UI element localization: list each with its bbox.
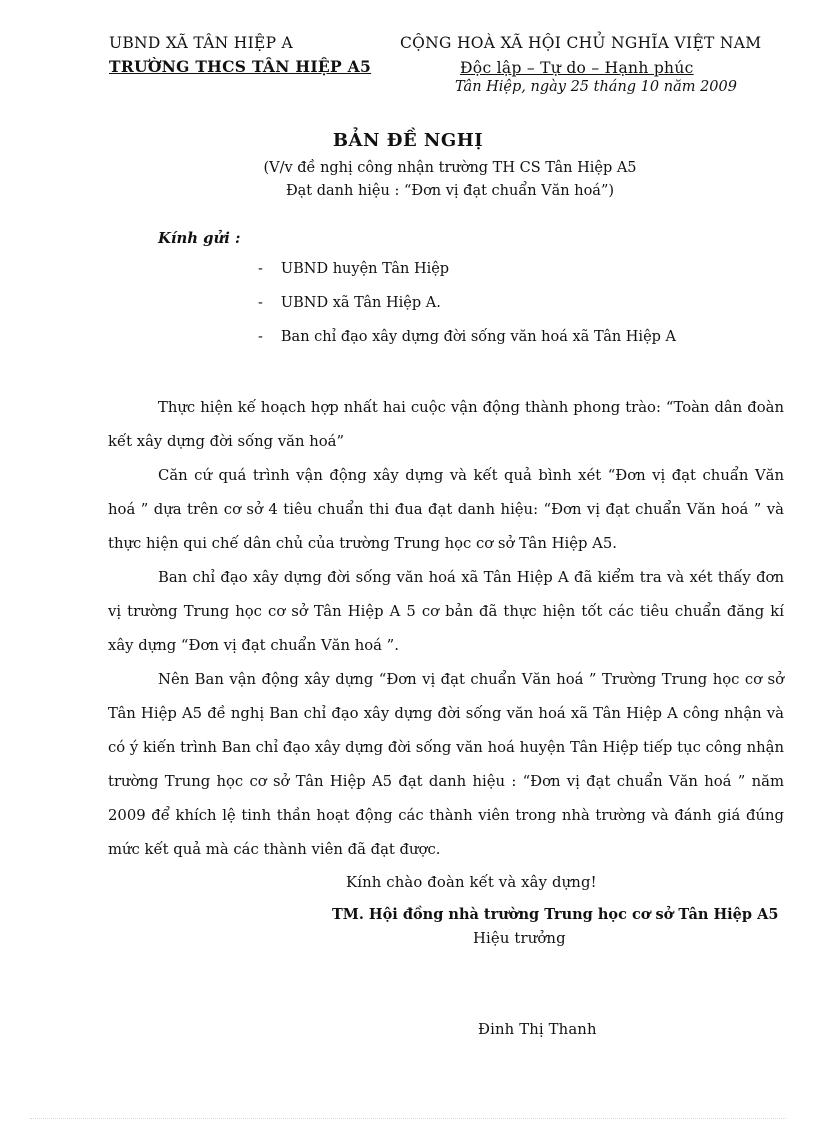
recipient-item [258,329,676,345]
signature-position: Hiệu trưởng [473,930,566,947]
body-paragraph: Nên Ban vận động xây dựng “Đơn vị đạt chuẩn Văn hoá ” Trường Trung học cơ sở Tân Hiệp A5 đề nghị Ban chỉ đạo xây dựng đời sống văn hoá xã Tân Hiệp A công nhận và có ý kiến trình Ban chỉ đạo xây dựng đời sống văn hoá huyện Tân Hiệp tiếp tục công nhận trường Trung học cơ sở Tân Hiệp A5 đạt danh hiệu : “Đơn vị đạt chuẩn Văn hoá ” năm 2009 để khích lệ tinh thần hoạt động các thành viên trong nhà trường và đánh giá đúng mức kết quả mà các thành viên đã đạt được. [108,671,784,858]
subtitle-line-2: Đạt danh hiệu : “Đơn vị đạt chuẩn Văn hoá”) [285,183,615,199]
national-title: CỘNG HOÀ XÃ HỘI CHỦ NGHĨA VIỆT NAM [400,34,762,52]
subtitle-line-1: (V/v đề nghị công nhận trường TH CS Tân Hiệp A5 [263,160,637,176]
recipient-item [258,295,441,311]
signature-organization: TM. Hội đồng nhà trường Trung học cơ sở Tân Hiệp A5 [332,906,779,923]
recipient-bullet: - [258,329,263,345]
recipients-label: Kính gửi : [158,230,241,247]
recipient-item [258,261,449,277]
national-motto: Độc lập – Tự do – Hạnh phúc [460,59,694,77]
page-edge-divider [30,1118,786,1119]
recipient-bullet: - [258,261,263,277]
issuer-school: TRƯỜNG THCS TÂN HIỆP A5 [109,57,372,76]
recipient-text: UBND huyện Tân Hiệp [280,261,450,277]
date-line: Tân Hiệp, ngày 25 tháng 10 năm 2009 [455,79,737,95]
recipient-text: UBND xã Tân Hiệp A. [280,295,441,311]
signatory-name: Đinh Thị Thanh [478,1021,597,1038]
closing-line: Kính chào đoàn kết và xây dựng! [346,874,597,891]
document-title: BẢN ĐỀ NGHỊ [332,130,484,151]
body-text [108,391,784,867]
body-paragraph: Ban chỉ đạo xây dựng đời sống văn hoá xã Tân Hiệp A đã kiểm tra và xét thấy đơn vị trường Trung học cơ sở Tân Hiệp A 5 cơ bản đã thực hiện tốt các tiêu chuẩn đăng kí xây dựng “Đơn vị đạt chuẩn Văn hoá ”. [108,569,784,654]
issuer-authority: UBND XÃ TÂN HIỆP A [109,34,294,52]
recipient-text: Ban chỉ đạo xây dựng đời sống văn hoá xã Tân Hiệp A [280,329,677,345]
recipient-bullet: - [258,295,263,311]
body-paragraph: Căn cứ quá trình vận động xây dựng và kết quả bình xét “Đơn vị đạt chuẩn Văn hoá ” dựa trên cơ sở 4 tiêu chuẩn thi đua đạt danh hiệu: “Đơn vị đạt chuẩn Văn hoá ” và thực hiện qui chế dân chủ của trường Trung học cơ sở Tân Hiệp A5. [108,467,784,552]
body-paragraph: Thực hiện kế hoạch hợp nhất hai cuộc vận động thành phong trào: “Toàn dân đoàn kết xây dựng đời sống văn hoá” [108,399,784,450]
